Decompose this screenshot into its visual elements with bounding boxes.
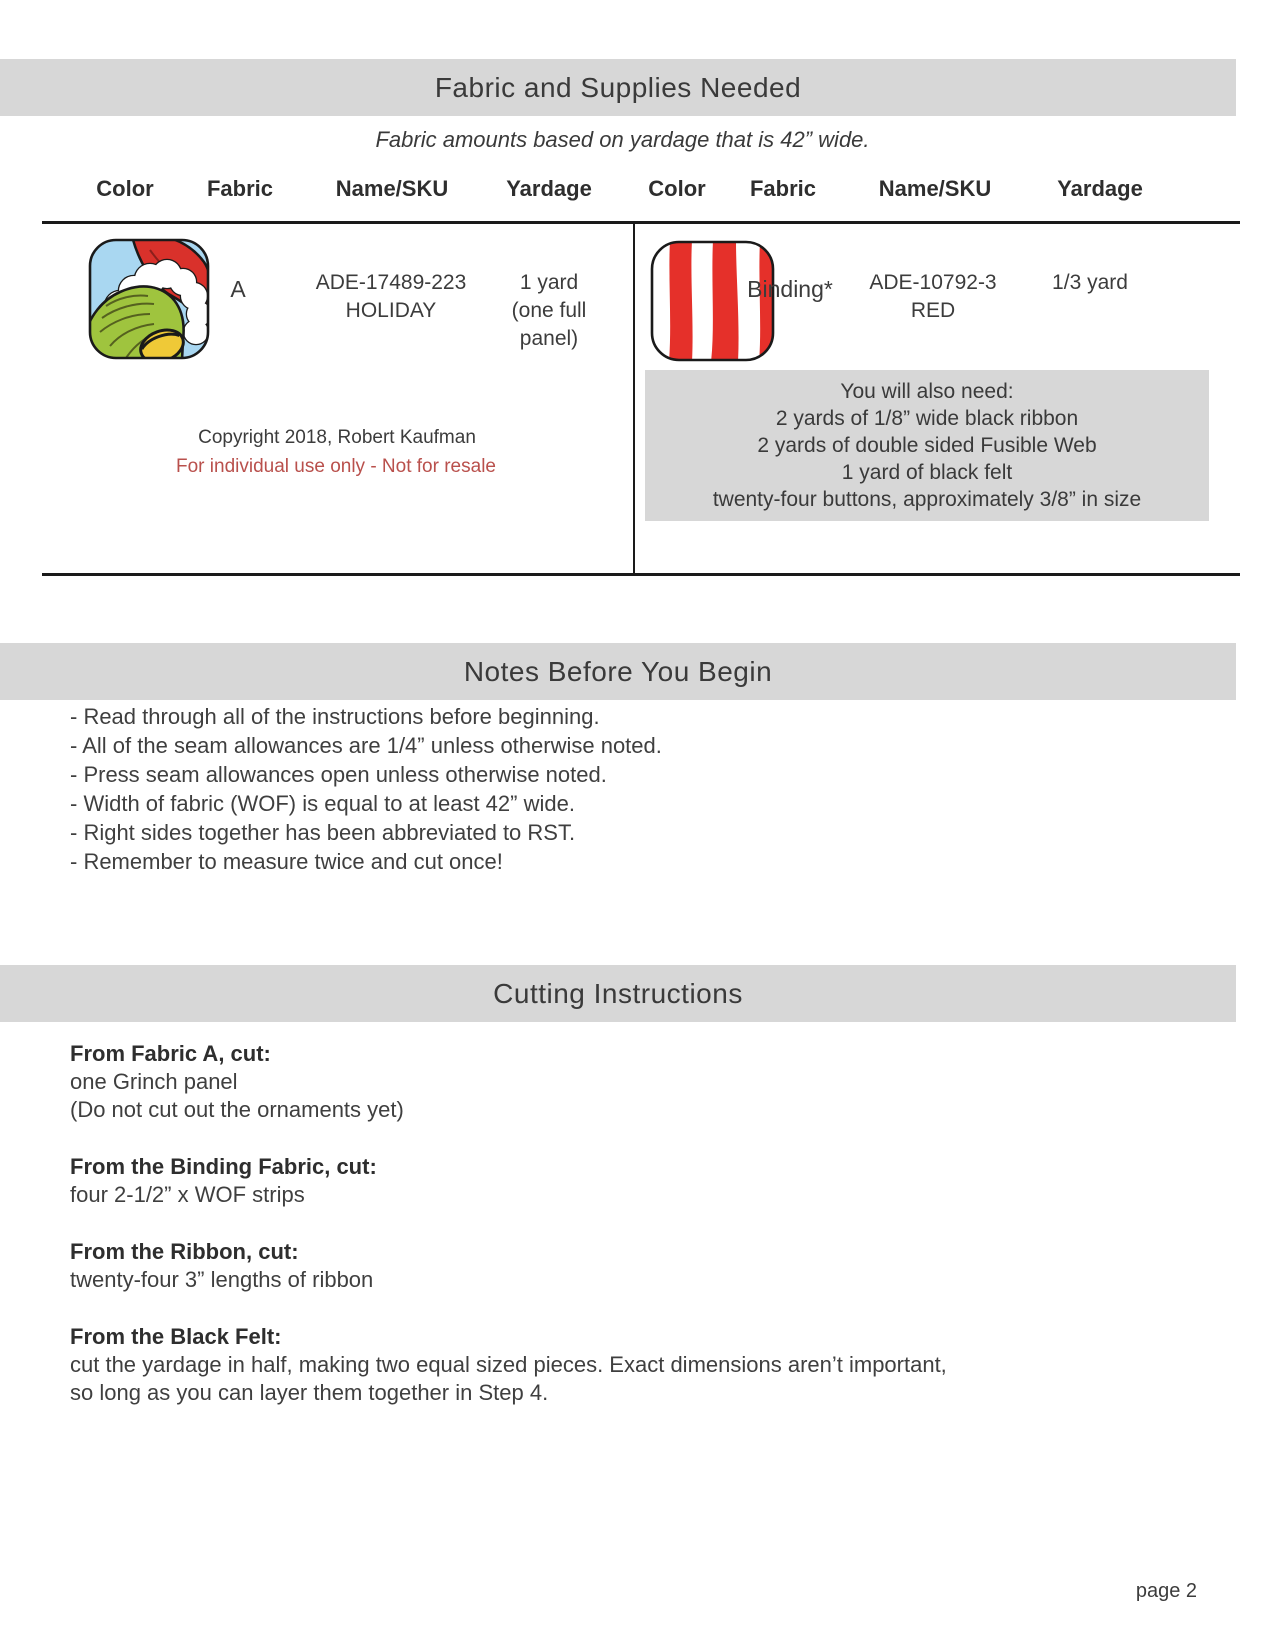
table-bottom-rule (42, 573, 1240, 576)
cutting-group-heading: From Fabric A, cut: (70, 1041, 271, 1066)
column-header-color-right: Color (648, 176, 706, 201)
section-header-supplies (0, 59, 1236, 116)
fabric-a-label: A (230, 276, 246, 302)
notes-list (70, 702, 662, 876)
cutting-line: cut the yardage in half, making two equal sized pieces. Exact dimensions aren’t important, (70, 1352, 947, 1377)
column-header-yardage-right: Yardage (1057, 176, 1143, 201)
resale-warning-line: For individual use only - Not for resale (176, 456, 496, 477)
binding-sku-line2: RED (910, 299, 956, 322)
section-title-supplies: Fabric and Supplies Needed (434, 71, 802, 103)
fabric-a-yardage-line2: (one full (511, 299, 587, 322)
cutting-group-heading: From the Binding Fabric, cut: (70, 1154, 377, 1179)
binding-sku-line1: ADE-10792-3 (869, 271, 997, 294)
fabric-a-sku-line2: HOLIDAY (345, 299, 437, 322)
cutting-group-fabric-a (70, 1040, 1210, 1124)
column-header-fabric-right: Fabric (749, 176, 817, 201)
cutting-group-black-felt (70, 1323, 1210, 1407)
fabric-a-sku-line1: ADE-17489-223 (315, 271, 467, 294)
supplies-subtitle: Fabric amounts based on yardage that is 42” wide. (375, 127, 870, 152)
column-header-fabric-left: Fabric (206, 176, 274, 201)
note-item: - Remember to measure twice and cut once! (70, 849, 503, 874)
column-header-sku-left: Name/SKU (335, 176, 449, 201)
column-header-sku-right: Name/SKU (878, 176, 992, 201)
also-need-item: twenty-four buttons, approximately 3/8” in size (712, 488, 1142, 511)
section-header-cutting (0, 965, 1236, 1022)
cutting-instructions-list (70, 1040, 1210, 1436)
table-top-rule (42, 221, 1240, 224)
cutting-group-heading: From the Black Felt: (70, 1324, 282, 1349)
cutting-line: one Grinch panel (70, 1069, 238, 1094)
also-need-heading: You will also need: (840, 380, 1014, 403)
cutting-line: (Do not cut out the ornaments yet) (70, 1097, 404, 1122)
column-header-yardage-left: Yardage (506, 176, 592, 201)
fabric-a-yardage-line3: panel) (519, 327, 579, 350)
note-item: - All of the seam allowances are 1/4” unless otherwise noted. (70, 733, 662, 758)
cutting-line: so long as you can layer them together in Step 4. (70, 1380, 549, 1405)
also-need-box (645, 370, 1209, 521)
cutting-group-ribbon (70, 1238, 1210, 1294)
copyright-line: Copyright 2018, Robert Kaufman (198, 427, 476, 448)
note-item: - Read through all of the instructions before beginning. (70, 704, 600, 729)
cutting-line: four 2-1/2” x WOF strips (70, 1182, 305, 1207)
page-number-label: page 2 (1135, 1580, 1197, 1602)
cutting-group-binding (70, 1153, 1210, 1209)
column-header-color-left: Color (96, 176, 154, 201)
binding-yardage: 1/3 yard (1052, 271, 1128, 294)
binding-label: Binding* (747, 276, 833, 302)
note-item: - Press seam allowances open unless otherwise noted. (70, 762, 607, 787)
also-need-item: 1 yard of black felt (841, 461, 1013, 484)
note-item: - Width of fabric (WOF) is equal to at least 42” wide. (70, 791, 575, 816)
cutting-group-heading: From the Ribbon, cut: (70, 1239, 299, 1264)
section-title-cutting: Cutting Instructions (493, 977, 743, 1009)
also-need-item: 2 yards of 1/8” wide black ribbon (775, 407, 1079, 430)
fabric-a-yardage-line1: 1 yard (519, 271, 579, 294)
table-center-divider (633, 221, 635, 575)
section-title-notes: Notes Before You Begin (463, 655, 773, 687)
section-header-notes (0, 643, 1236, 700)
cutting-line: twenty-four 3” lengths of ribbon (70, 1267, 374, 1292)
also-need-item: 2 yards of double sided Fusible Web (757, 434, 1097, 457)
note-item: - Right sides together has been abbreviated to RST. (70, 820, 576, 845)
fabric-a-swatch (88, 238, 210, 360)
